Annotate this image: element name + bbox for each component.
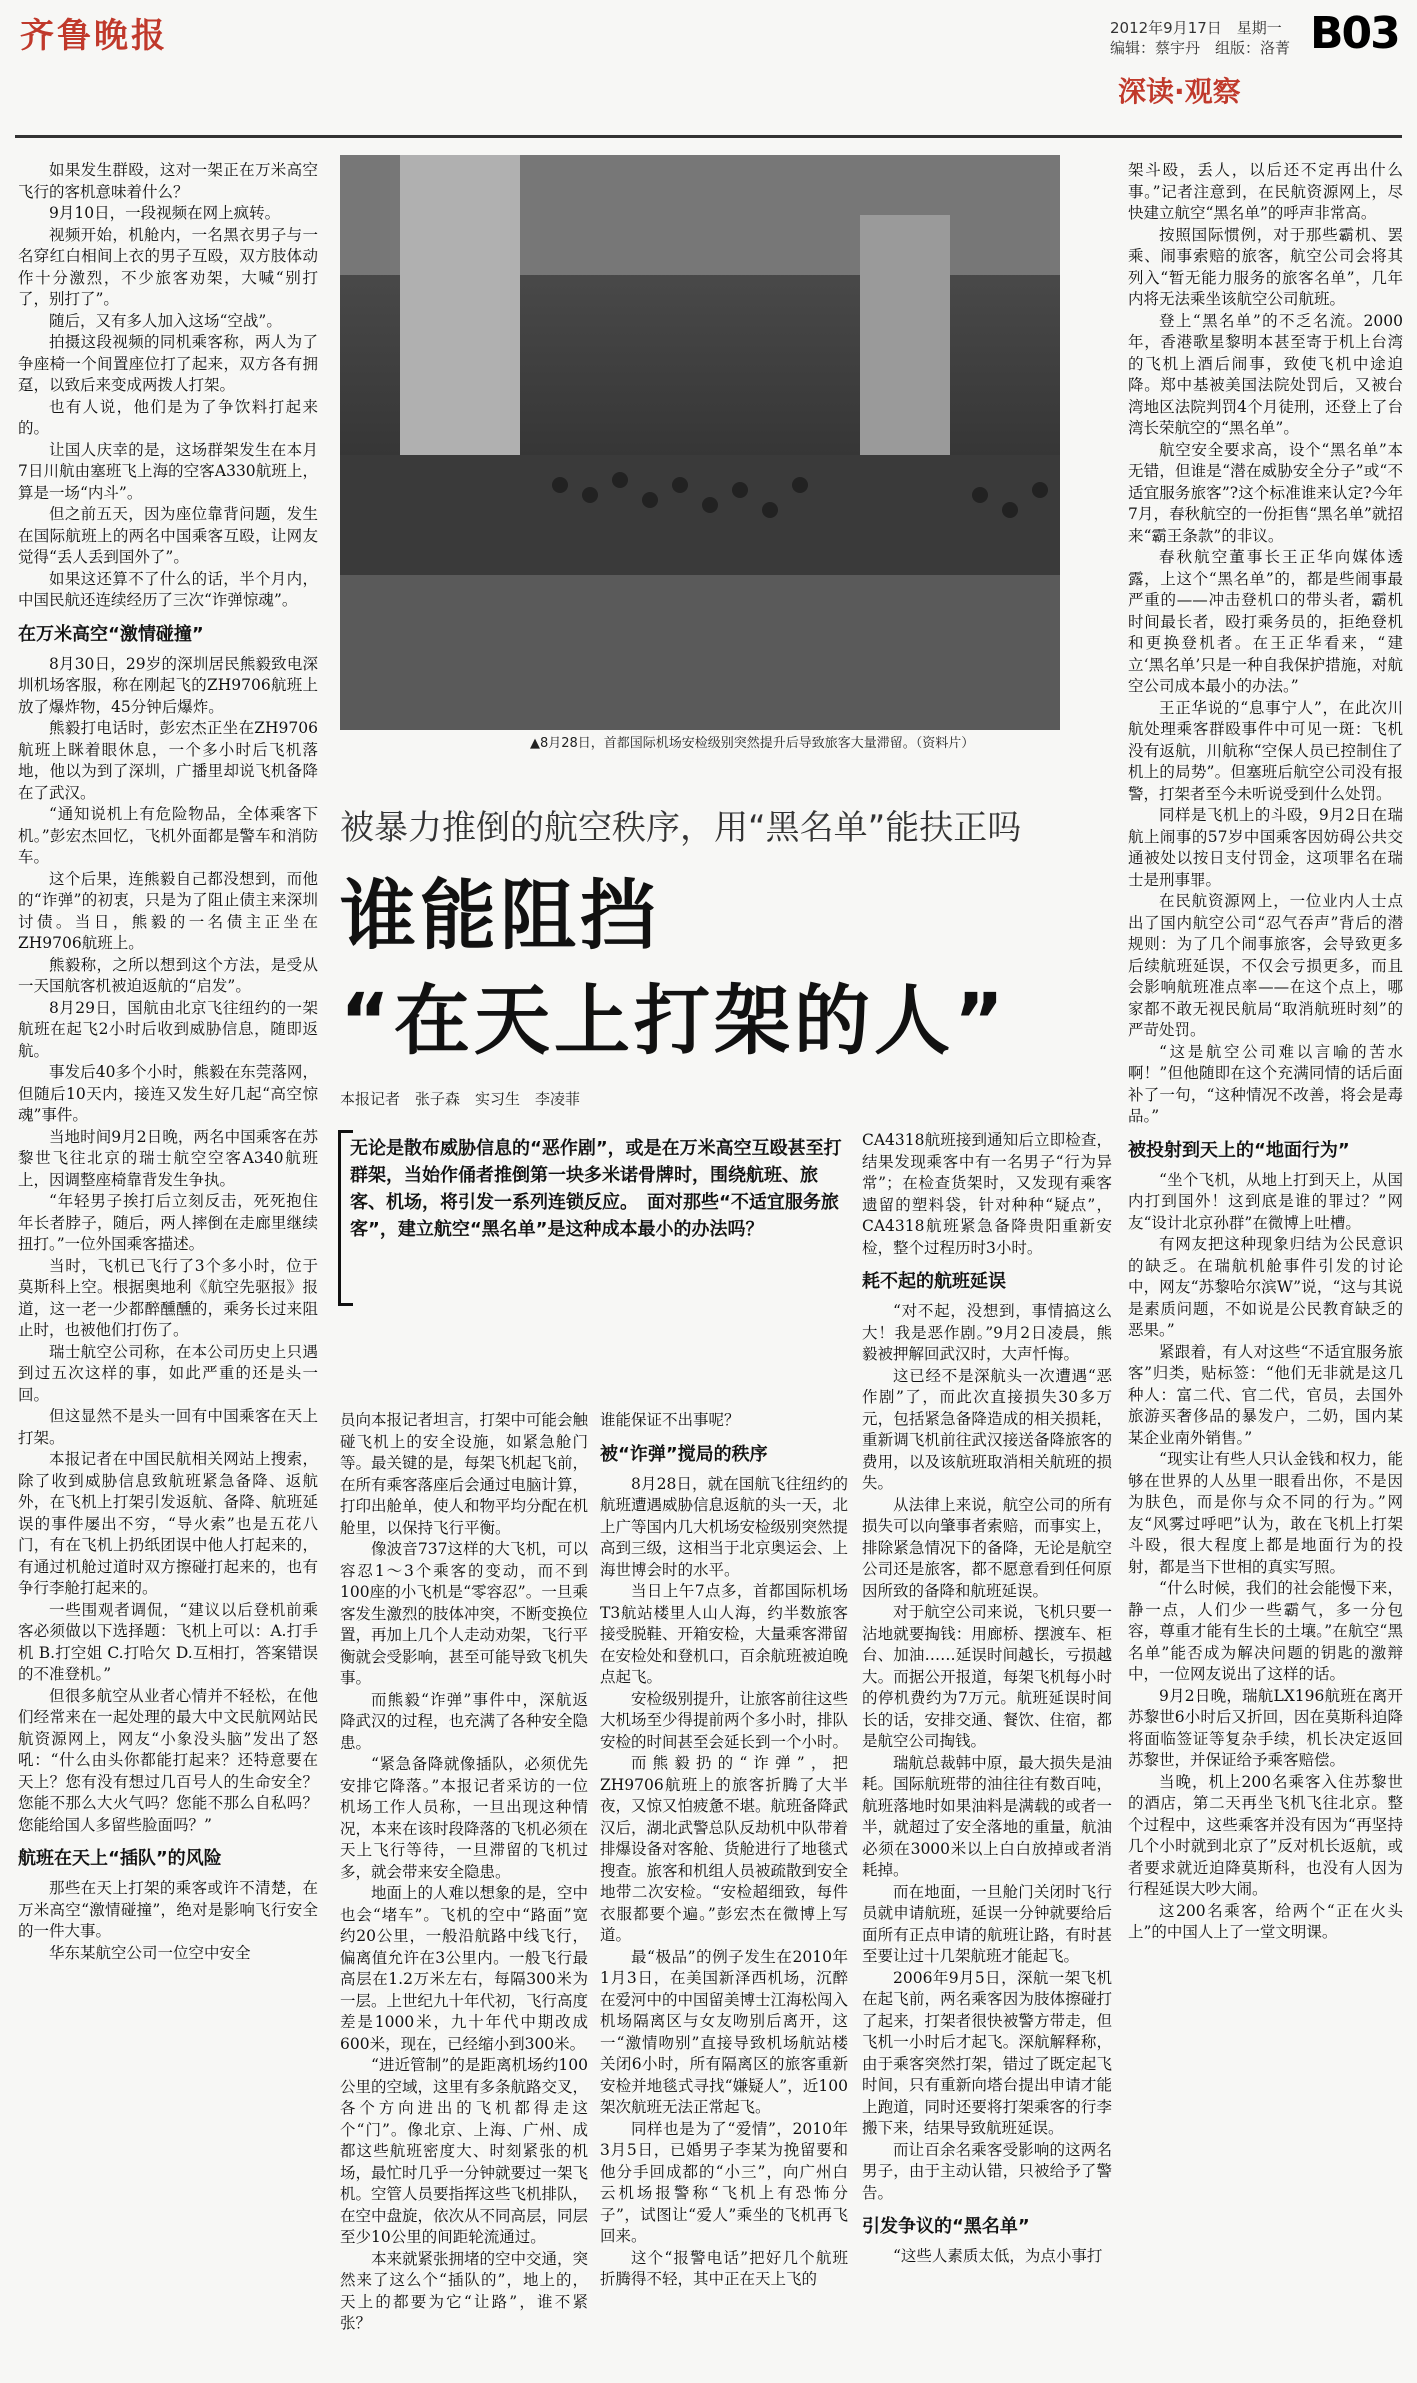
paragraph: 视频开始，机舱内，一名黑衣男子与一名穿红白相间上衣的男子互殴，双方肢体动作十分激烈，不少旅客劝架，大喊“别打了，别打了”。 <box>18 225 318 308</box>
headline-line1: 谁能阻挡 <box>340 871 660 960</box>
paragraph: 拍摄这段视频的同机乘客称，两人为了争座椅一个间置座位打了起来，双方各有拥趸，以致后来变成两拨人打架。 <box>18 333 318 394</box>
paragraph: “这是航空公司难以言喻的苦水啊！”但他随即在这个充满同情的话后面补了一句，“这种情况不改善，将会是毒品。” <box>1128 1042 1403 1125</box>
paragraph: 春秋航空董事长王正华向媒体透露，上这个“黑名单”的，都是些闹事最严重的——冲击登机口的带头者，霸机时间最长者，殴打乘务员的，拒绝登机和更换登机者。在王正华看来，“建立‘黑名单’只是一种自我保护措施，对航空公司成本最小的办法。” <box>1128 548 1403 695</box>
paragraph: 本报记者在中国民航相关网站上搜索，除了收到威胁信息致航班紧急备降、返航外，在飞机上打架引发返航、备降、航班延误的事件屡出不穷，“导火索”也是五花八门，有在飞机上扔纸团误中他人打起来的，有通过机舱过道时双方擦碰打起来的，也有争行李舱打起来的。 <box>18 1450 318 1597</box>
paragraph: 瑞士航空公司称，在本公司历史上只遇到过五次这样的事，如此严重的还是头一回。 <box>18 1342 318 1404</box>
paragraph: 但这显然不是头一回有中国乘客在天上打架。 <box>18 1407 318 1447</box>
paragraph: 9月10日，一段视频在网上疯转。 <box>49 204 281 222</box>
paragraph: 而在地面，一旦舱门关闭时飞行员就申请航班，延误一分钟就要给后面所有正点申请的航班让路，有时甚至要让过十几架航班才能起飞。 <box>862 1882 1112 1965</box>
paragraph: CA4318航班接到通知后立即检查，结果发现乘客中有一名男子“行为异常”；在检查货架时，又发现有乘客遗留的塑料袋，针对种种“疑点”，CA4318航班紧急备降贵阳重新安检，整个过程历时3小时。 <box>862 1131 1112 1257</box>
paragraph: 那些在天上打架的乘客或许不清楚，在万米高空“激情碰撞”，绝对是影响飞行安全的一件大事。 <box>18 1879 318 1940</box>
photo-caption: ▲8月28日，首都国际机场安检级别突然提升后导致旅客大量滞留。（资料片） <box>530 736 975 751</box>
headline-kicker: 被暴力推倒的航空秩序，用“黑名单”能扶正吗 <box>340 808 1022 848</box>
paragraph: 谁能保证不出事呢？ <box>600 1411 740 1429</box>
newspaper-logo: 齐鲁晚报 <box>20 16 168 56</box>
paragraph: 地面上的人难以想象的是，空中也会“堵车”。飞机的空中“路面”宽约20公里，一般沿航路中线飞行，偏离值允许在3公里内。一般飞行最高层在1.2万米左右，每隔300米为一层。上世纪九十年代初，飞行高度差是1000米，九十年代中期改成600米，现在，已经缩小到300米。 <box>340 1884 588 2053</box>
paragraph: 同样也是为了“爱情”，2010年3月5日，已婚男子李某为挽留要和他分手回成都的“小三”，向广州白云机场报警称“飞机上有恐怖分子”，试图让“爱人”乘坐的飞机再飞回来。 <box>600 2119 848 2245</box>
paragraph: 王正华说的“息事宁人”，在此次川航处理乘客群殴事件中可见一斑：飞机没有返航，川航称“空保人员已控制住了机上的局势”。但塞班后航空公司没有报警，打架者至今未听说受到什么处罚。 <box>1128 698 1403 803</box>
paragraph: 当地时间9月2日晚，两名中国乘客在苏黎世飞往北京的瑞士航空空客A340航班上，因调整座椅靠背发生争执。 <box>18 1127 318 1189</box>
paragraph: “紧急备降就像插队，必须优先安排它降落。”本报记者采访的一位机场工作人员称，一旦出现这种情况，本来在该时段降落的飞机必须在天上飞行等待，一旦滞留的飞机过多，就会带来安全隐患。 <box>340 1755 588 1881</box>
section-title: 深读·观察 <box>1118 75 1241 108</box>
paragraph: “坐个飞机，从地上打到天上，从国内打到国外！这到底是谁的罪过？”网友“设计北京孙群”在微博上吐槽。 <box>1128 1170 1403 1232</box>
article-column-2 <box>340 1410 588 2370</box>
paragraph: 也有人说，他们是为了争饮料打起来的。 <box>18 397 318 437</box>
paragraph: 熊毅称，之所以想到这个方法，是受从一天国航客机被迫返航的“启发”。 <box>18 955 318 995</box>
article-column-5 <box>1128 160 1403 2380</box>
paragraph: 这已经不是深航头一次遭遇“恶作剧”了，而此次直接损失30多万元，包括紧急备降造成的相关损耗，重新调飞机前往武汉接送备降旅客的费用，以及该航班取消相关航班的损失。 <box>862 1366 1112 1492</box>
paragraph: 员向本报记者坦言，打架中可能会触碰飞机上的安全设施，如紧急舱门等。最关键的是，每架飞机起飞前，在所有乘客落座后会通过电脑计算，打印出舱单，使人和物平均分配在机舱里，以保持飞行平衡。 <box>340 1411 588 1537</box>
paragraph: 熊毅打电话时，彭宏杰正坐在ZH9706航班上眯着眼休息，一个多小时后飞机落地，他以为到了深圳，广播里却说飞机备降在了武汉。 <box>18 719 318 802</box>
paragraph: 同样是飞机上的斗殴，9月2日在瑞航上闹事的57岁中国乘客因妨碍公共交通被处以按日支付罚金，这项罪名在瑞士是刑事罪。 <box>1128 806 1403 889</box>
paragraph: 但很多航空从业者心情并不轻松，在他们经常来在一起处理的最大中文民航网站民航资源网上，网友“小象没头脑”发出了怒吼：“什么由头你都能打起来？还特意要在天上？您有没有想过几百号人的生命安全？您能不那么大火气吗？您能不那么自私吗？您能给国人多留些脸面吗？” <box>18 1686 318 1834</box>
paragraph: 2006年9月5日，深航一架飞机在起飞前，两名乘客因为肢体擦碰打了起来，打架者很快被警方带走，但飞机一小时后才起飞。深航解释称，由于乘客突然打架，错过了既定起飞时间，只有重新向塔台提出申请才能上跑道，同时还要将打架乘客的行李搬下来，结果导致航班延误。 <box>862 1968 1112 2137</box>
paragraph: 华东某航空公司一位空中安全 <box>49 1943 251 1962</box>
paragraph: “什么时候，我们的社会能慢下来，静一点，人们少一些霸气，多一分包容，尊重才能有生长的土壤。”在航空“黑名单”能否成为解决问题的钥匙的激辩中，一位网友说出了这样的话。 <box>1128 1579 1403 1683</box>
paragraph: 这200名乘客，给两个“正在火头上”的中国人上了一堂文明课。 <box>1128 1901 1403 1941</box>
editor-credits: 编辑：蔡宇丹 组版：洛菁 <box>1110 39 1291 57</box>
paragraph: “年轻男子挨打后立刻反击，死死抱住年长者脖子，随后，两人摔倒在走廊里继续扭打。”一位外国乘客描述。 <box>18 1192 318 1253</box>
paragraph: 随后，又有多人加入这场“空战”。 <box>49 311 282 330</box>
paragraph: 一些围观者调侃，“建议以后登机前乘客必须做以下选择题：飞机上可以：A.打手机 B.打空姐 C.打哈欠 D.互相打，答案错误的不准登机。” <box>18 1600 318 1683</box>
paragraph: 而熊毅“诈弹”事件中，深航返降武汉的过程，也充满了各种安全隐患。 <box>340 1690 588 1752</box>
paragraph: 8月30日，29岁的深圳居民熊毅致电深圳机场客服，称在刚起飞的ZH9706航班上放了爆炸物，45分钟后爆炸。 <box>18 654 318 716</box>
paragraph: 从法律上来说，航空公司的所有损失可以向肇事者索赔，而事实上，排除紧急情况下的备降，无论是航空公司还是旅客，都不愿意看到任何原因所致的备降和航班延误。 <box>862 1495 1112 1600</box>
page-meta <box>1110 18 1290 58</box>
paragraph: 当日上午7点多，首都国际机场T3航站楼里人山人海，约半数旅客接受脱鞋、开箱安检，大量乘客滞留在安检处和登机口，百余航班被迫晚点起飞。 <box>600 1582 848 1686</box>
paragraph: 安检级别提升，让旅客前往这些大机场至少得提前两个多小时，排队安检的时间甚至会延长到一个小时。 <box>600 1689 848 1751</box>
paragraph: 8月29日，国航由北京飞往纽约的一架航班在起飞2小时后收到威胁信息，随即返航。 <box>18 998 318 1060</box>
paragraph: “通知说机上有危险物品，全体乘客下机。”彭宏杰回忆，飞机外面都是警车和消防车。 <box>18 805 318 866</box>
paragraph: 对于航空公司来说，飞机只要一沾地就要掏钱：用廊桥、摆渡车、柜台、加油……延误时间越长，亏损越大。而据公开报道，每架飞机每小时的停机费约为7万元。航班延误时间长的话，安排交通、餐饮、住宿，都是航空公司掏钱。 <box>862 1603 1112 1750</box>
paragraph: “进近管制”的是距离机场约100公里的空域，这里有多条航路交叉，各个方向进出的飞机都得走这个“门”。像北京、上海、广州、成都这些航班密度大、时刻紧张的机场，最忙时几乎一分钟就要过一架飞机。空管人员要指挥这些飞机排队，在空中盘旋，依次从不同高层，同层至少10公里的间距轮流通过。 <box>340 2056 588 2246</box>
paragraph: 事发后40多个小时，熊毅在东莞落网，但随后10天内，接连又发生好几起“高空惊魂”事件。 <box>18 1063 318 1124</box>
paragraph: 如果发生群殴，这对一架正在万米高空飞行的客机意味着什么？ <box>18 161 318 201</box>
paragraph: 像波音737这样的大飞机，可以容忍1～3个乘客的变动，而不到100座的小飞机是“零容忍”。一旦乘客发生激烈的肢体冲突，不断变换位置，再加上几个人走动劝架，飞行平衡就会受影响，甚至可能导致飞机失事。 <box>340 1540 588 1687</box>
paragraph: 这个“报警电话”把好几个航班折腾得不轻，其中正在天上飞的 <box>600 2248 848 2288</box>
subheading: 被“诈弹”搅局的秩序 <box>600 1443 768 1465</box>
paragraph: 让国人庆幸的是，这场群架发生在本月7日川航由塞班飞上海的空客A330航班上，算是一场“内斗”。 <box>18 440 318 502</box>
header-rule <box>15 135 1402 138</box>
paragraph: 航空安全要求高，设个“黑名单”本无错，但谁是“潜在威胁安全分子”或“不适宜服务旅客”?这个标准谁来认定?今年7月，春秋航空的一份拒售“黑名单”就招来“霸王条款”的非议。 <box>1128 440 1403 545</box>
subheading: 航班在天上“插队”的风险 <box>18 1848 222 1869</box>
subheading: 引发争议的“黑名单” <box>862 2216 1030 2237</box>
paragraph: “这些人素质太低，为点小事打 <box>893 2247 1103 2265</box>
article-column-1 <box>18 160 318 2380</box>
subheading: 耗不起的航班延误 <box>862 1271 1006 1292</box>
page-number: B03 <box>1310 8 1399 59</box>
subheading: 在万米高空“激情碰撞” <box>18 623 204 645</box>
article-column-4 <box>862 1130 1112 2370</box>
byline: 本报记者 张子森 实习生 李凌菲 <box>340 1090 581 1108</box>
lead-paragraph: 无论是散布威胁信息的“恶作剧”，或是在万米高空互殴甚至打群架，当始作俑者推倒第一块多米诺骨牌时，围绕航班、旅客、机场，将引发一系列连锁反应。 面对那些“不适宜服务旅客”，建立航空“黑名单”是这种成本最小的办法吗？ <box>350 1138 842 1240</box>
paragraph: 紧跟着，有人对这些“不适宜服务旅客”归类，贴标签：“他们无非就是这几种人：富二代、官二代，官员，去国外旅游买奢侈品的暴发户，二奶，国内某某企业南外销售。” <box>1128 1342 1403 1447</box>
paragraph: 当时，飞机已飞行了3个多小时，位于莫斯科上空。根据奥地利《航空先驱报》报道，这一老一少都醉醺醺的，乘务长过来阻止时，也被他们打伤了。 <box>18 1256 318 1339</box>
paragraph: 而熊毅扔的“诈弹”，把ZH9706航班上的旅客折腾了大半夜，又惊又怕疲惫不堪。航班备降武汉后，湖北武警总队反劫机中队带着排爆设备对客舱、货舱进行了地毯式搜查。旅客和机组人员被疏散到安全地带二次安检。“安检超细致，每件衣服都要个遍。”彭宏杰在微博上写道。 <box>600 1754 848 1944</box>
issue-date: 2012年9月17日 星期一 <box>1110 19 1282 37</box>
paragraph: 登上“黑名单”的不乏名流。2000年，香港歌星黎明本甚至寄于机上台湾的飞机上酒后闹事，致使飞机中途迫降。郑中基被美国法院处罚后，又被台湾地区法院判罚4个月徒刑，还登上了台湾长荣航空的“黑名单”。 <box>1128 311 1403 437</box>
paragraph: 而让百余名乘客受影响的这两名男子，由于主动认错，只被给予了警告。 <box>862 2140 1112 2202</box>
paragraph: 8月28日，就在国航飞往纽约的航班遭遇威胁信息返航的头一天，北上广等国内几大机场安检级别突然提高到三级，这相当于北京奥运会、上海世博会时的水平。 <box>600 1474 848 1579</box>
paragraph: 架斗殴，丢人，以后还不定再出什么事。”记者注意到，在民航资源网上，尽快建立航空“黑名单”的呼声非常高。 <box>1128 161 1403 222</box>
paragraph: 有网友把这种现象归结为公民意识的缺乏。在瑞航机舱事件引发的讨论中，网友“苏黎哈尔滨W”说，“这与其说是素质问题，不如说是公民教育缺乏的恶果。” <box>1128 1235 1403 1339</box>
paragraph: 最“极品”的例子发生在2010年1月3日，在美国新泽西机场，沉醉在爱河中的中国留美博士江海松闯入机场隔离区与女友吻别后离开，这一“激情吻别”直接导致机场航站楼关闭6小时，所有隔离区的旅客重新安检并地毯式寻找“嫌疑人”，近100架次航班无法正常起飞。 <box>600 1947 848 2116</box>
article-column-3 <box>600 1410 848 2370</box>
crowd-photo-illustration <box>340 155 1060 730</box>
paragraph: “现实让有些人只认金钱和权力，能够在世界的人丛里一眼看出你，不是因为肤色，而是你与众不同的行为。”网友“风雾过呼吧”认为，敢在飞机上打架斗殴，很大程度上都是地面行为的投射，都是当下世相的真实写照。 <box>1128 1450 1403 1576</box>
news-photo <box>340 155 1060 730</box>
paragraph: 当晚，机上200名乘客入住苏黎世的酒店，第二天再坐飞机飞往北京。整个过程中，这些乘客并没有因为“再坚持几个小时就到北京了”反对机长返航，或者要求就近迫降莫斯科，也没有人因为行程延误大吵大闹。 <box>1128 1772 1403 1898</box>
paragraph: 如果这还算不了什么的话，半个月内，中国民航还连续经历了三次“诈弹惊魂”。 <box>18 569 318 609</box>
paragraph: 9月2日晚，瑞航LX196航班在离开苏黎世6小时后又折回，因在莫斯科迫降将面临签证等复杂手续，机长决定返回苏黎世，并保证给予乘客赔偿。 <box>1128 1686 1403 1769</box>
headline-line2: “在天上打架的人” <box>340 976 1008 1065</box>
paragraph: 按照国际惯例，对于那些霸机、罢乘、闹事索赔的旅客，航空公司会将其列入“暂无能力服务的旅客名单”，几年内将无法乘坐该航空公司航班。 <box>1128 225 1403 308</box>
paragraph: 本来就紧张拥堵的空中交通，突然来了这么个“插队的”，地上的，天上的都要为它“让路”，谁不紧张？ <box>340 2249 588 2332</box>
paragraph: “对不起，没想到，事情搞这么大！我是恶作剧。”9月2日凌晨，熊毅被押解回武汉时，大声忏悔。 <box>862 1302 1112 1363</box>
paragraph: 这个后果，连熊毅自己都没想到，而他的“诈弹”的初衷，只是为了阻止债主来深圳讨债。当日，熊毅的一名债主正坐在ZH9706航班上。 <box>18 869 318 952</box>
paragraph: 在民航资源网上，一位业内人士点出了国内航空公司“忍气吞声”背后的潜规则：为了几个闹事旅客，会导致更多后续航班延误，不仅会亏损更多，而且会影响航班准点率——在这个点上，哪家都不敢无视民航局“取消航班时刻”的严苛处罚。 <box>1128 892 1403 1039</box>
paragraph: 但之前五天，因为座位靠背问题，发生在国际航班上的两名中国乘客互殴，让网友觉得“丢人丢到国外了”。 <box>18 505 318 566</box>
subheading: 被投射到天上的“地面行为” <box>1128 1139 1350 1161</box>
paragraph: 瑞航总裁韩中原，最大损失是油耗。国际航班带的油往往有数百吨，航班落地时如果油料是满载的或者一半，就超过了安全落地的重量，航油必须在3000米以上白白放掉或者消耗掉。 <box>862 1753 1112 1879</box>
